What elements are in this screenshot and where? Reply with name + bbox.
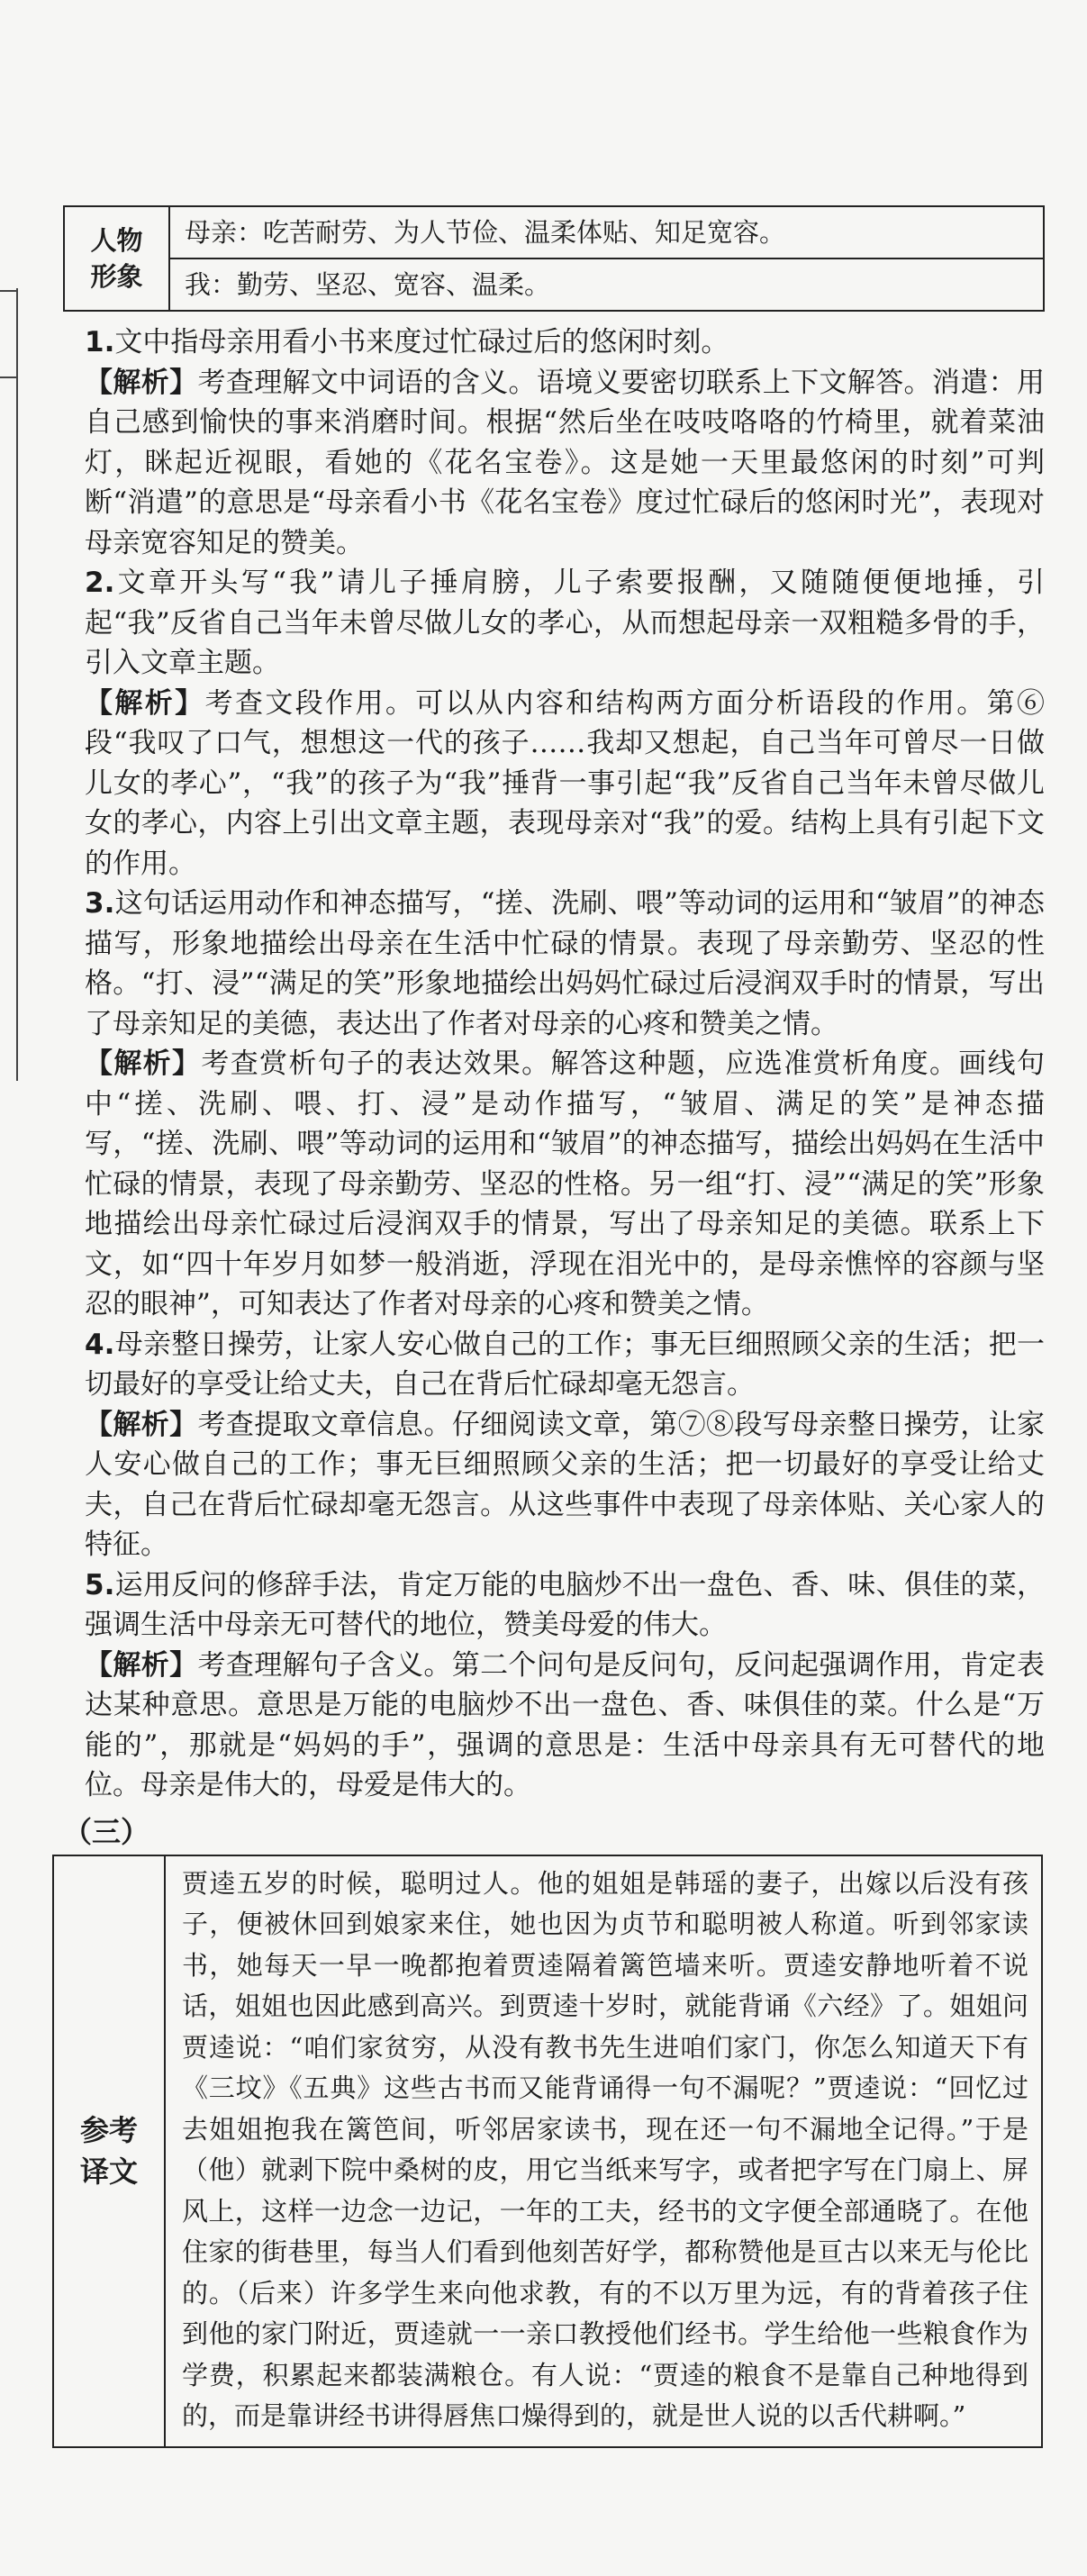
question-answer: 4.母亲整日操劳，让家人安心做自己的工作；事无巨细照顾父亲的生活；把一切最好的享受让给丈夫，自己在背后忙碌却毫无怨言。 (85, 1328, 1045, 1401)
question-item (63, 563, 1045, 884)
question-item (63, 884, 1045, 1325)
section-label: （三） (63, 1814, 150, 1849)
question-number: 5. (85, 1568, 115, 1601)
analysis-tag: 【解析】 (85, 1048, 202, 1080)
analysis-tag: 【解析】 (85, 1648, 198, 1682)
question-answer: 1.文中指母亲用看小书来度过忙碌过后的悠闲时刻。 (85, 326, 729, 358)
question-analysis: 【解析】考查提取文章信息。仔细阅读文章，第⑦⑧段写母亲整日操劳，让家人安心做自己的工作；事无巨细照顾父亲的生活；把一切最好的享受让给丈夫，自己在背后忙碌却毫无怨言。从这些事件中表现了母亲体贴、关心家人的特征。 (85, 1408, 1046, 1561)
question-analysis: 【解析】考查赏析句子的表达效果。解答这种题，应选准赏析角度。画线句中“搓、洗刷、喂、打、浸”是动作描写，“皱眉、满足的笑”是神态描写，“搓、洗刷、喂”等动词的运用和“皱眉”的神态描写，描绘出妈妈在生活中忙碌的情景，表现了母亲勤劳、坚忍的性格。另一组“打、浸”“满足的笑”形象地描绘出母亲忙碌过后浸润双手的情景，写出了母亲知足的美德。联系上下文，如“四十年岁月如梦一般消逝，浮现在泪光中的，是母亲憔悴的容颜与坚忍的眼神”，可知表达了作者对母亲的心疼和赞美之情。 (85, 1048, 1045, 1320)
profile-header: 人物 形象 (64, 206, 169, 311)
question-item (63, 1565, 1045, 1806)
question-analysis: 【解析】考查理解文中词语的含义。语境义要密切联系上下文解答。消遣：用自己感到愉快的事来消磨时间。根据“然后坐在吱吱咯咯的竹椅里，就着菜油灯，眯起近视眼，看她的《花名宝卷》。这是她一天里最悠闲的时刻”可判断“消遣”的意思是“母亲看小书《花名宝卷》度过忙碌后的悠闲时光”，表现对母亲宽容知足的赞美。 (85, 366, 1046, 559)
analysis-tag: 【解析】 (85, 366, 198, 399)
character-profile-table (63, 205, 1045, 312)
analysis-tag: 【解析】 (85, 1408, 198, 1441)
question-list (63, 322, 1045, 1806)
analysis-tag: 【解析】 (85, 686, 205, 720)
profile-mother: 母亲：吃苦耐劳、为人节俭、温柔体贴、知足宽容。 (169, 206, 1044, 259)
question-number: 2. (85, 567, 115, 599)
question-item (63, 1325, 1045, 1565)
translation-header: 参考 译文 (53, 1855, 165, 2447)
question-number: 4. (85, 1328, 115, 1361)
question-answer: 5.运用反问的修辞手法，肯定万能的电脑炒不出一盘色、香、味、俱佳的菜，强调生活中母亲无可替代的地位，赞美母爱的伟大。 (85, 1568, 1045, 1641)
answer-content (63, 205, 1045, 2448)
binding-margin-line (16, 288, 18, 1081)
question-answer: 3.这句话运用动作和神态描写，“搓、洗刷、喂”等动词的运用和“皱眉”的神态描写，形象地描绘出母亲在生活中忙碌的情景。表现了母亲勤劳、坚忍的性格。“打、浸”“满足的笑”形象地描绘出妈妈忙碌过后浸润双手时的情景，写出了母亲知足的美德，表达出了作者对母亲的心疼和赞美之情。 (85, 887, 1045, 1040)
translation-text: 贾逵五岁的时候，聪明过人。他的姐姐是韩瑶的妻子，出嫁以后没有孩子，便被休回到娘家来住，她也因为贞节和聪明被人称道。听到邻家读书，她每天一早一晚都抱着贾逵隔着篱笆墙来听。贾逵安静地听着不说话，姐姐也因此感到高兴。到贾逵十岁时，就能背诵《六经》了。姐姐问贾逵说：“咱们家贫穷，从没有教书先生进咱们家门，你怎么知道天下有《三坟》《五典》这些古书而又能背诵得一句不漏呢？”贾逵说：“回忆过去姐姐抱我在篱笆间，听邻居家读书，现在还一句不漏地全记得。”于是（他）就剥下院中桑树的皮，用它当纸来写字，或者把字写在门扇上、屏风上，这样一边念一边记，一年的工夫，经书的文字便全部通晓了。在他住家的街巷里，每当人们看到他刻苦好学，都称赞他是亘古以来无与伦比的。（后来）许多学生来向他求教，有的不以万里为远，有的背着孩子住到他的家门附近，贾逵就一一亲口教授他们经书。学生给他一些粮食作为学费，积累起来都装满粮仓。有人说：“贾逵的粮食不是靠自己种地得到的，而是靠讲经书讲得唇焦口燥得到的，就是世人说的以舌代耕啊。” (165, 1855, 1042, 2447)
binding-margin-tick (0, 376, 18, 378)
question-number: 3. (85, 887, 115, 920)
profile-me: 我：勤劳、坚忍、宽容、温柔。 (169, 259, 1044, 311)
binding-margin-tick (0, 290, 18, 292)
question-item (63, 322, 1045, 563)
question-number: 1. (85, 326, 115, 358)
question-answer: 2.文章开头写“我”请儿子捶肩膀，儿子索要报酬，又随随便便地捶，引起“我”反省自己当年未曾尽做儿女的孝心，从而想起母亲一双粗糙多骨的手，引入文章主题。 (85, 567, 1045, 679)
question-analysis: 【解析】考查文段作用。可以从内容和结构两方面分析语段的作用。第⑥段“我叹了口气，想想这一代的孩子……我却又想起，自己当年可曾尽一日做儿女的孝心”，“我”的孩子为“我”捶背一事引起“我”反省自己当年未曾尽做儿女的孝心，内容上引出文章主题，表现母亲对“我”的爱。结构上具有引起下文的作用。 (85, 686, 1046, 880)
question-analysis: 【解析】考查理解句子含义。第二个问句是反问句，反问起强调作用，肯定表达某种意思。意思是万能的电脑炒不出一盘色、香、味俱佳的菜。什么是“万能的”，那就是“妈妈的手”，强调的意思是：生活中母亲具有无可替代的地位。母亲是伟大的，母爱是伟大的。 (85, 1648, 1046, 1801)
translation-table (52, 1855, 1043, 2448)
